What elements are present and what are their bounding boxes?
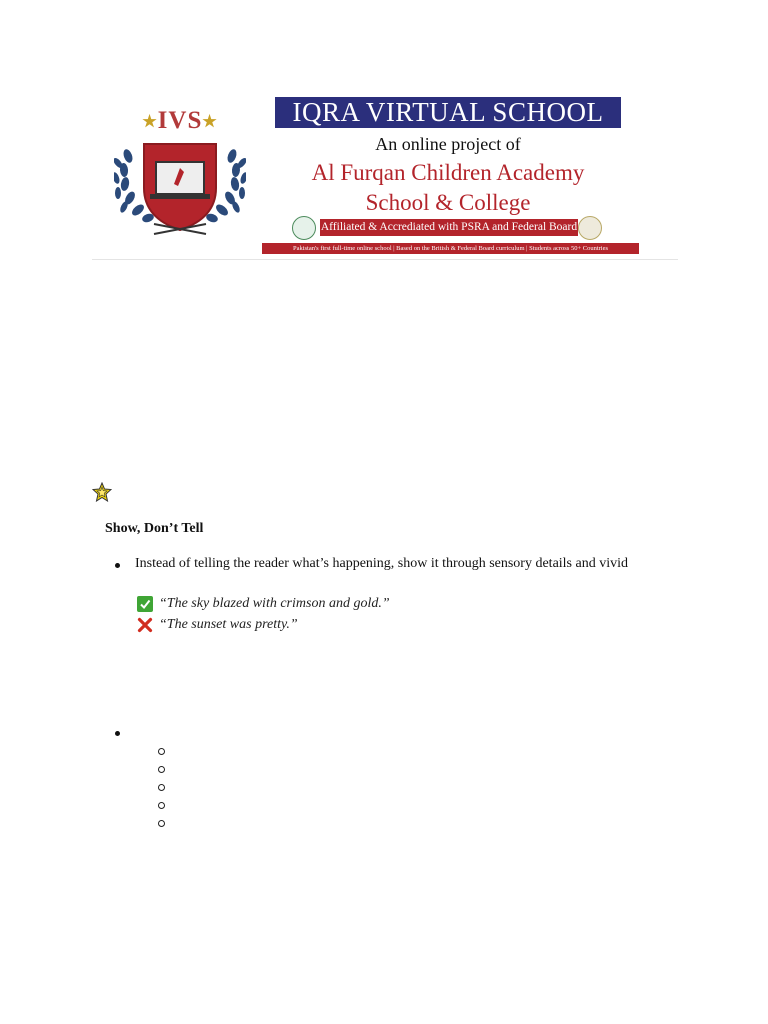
header-divider <box>92 259 678 260</box>
subtitle: An online project of <box>375 134 521 154</box>
affiliation-text: Affiliated & Accrediated with PSRA and Federal Board <box>320 219 578 236</box>
section-heading: Show, Don’t Tell <box>105 521 204 536</box>
school-title: IQRA VIRTUAL SCHOOL <box>275 97 621 128</box>
sub-bullet-icon <box>158 748 165 755</box>
laurel-shield-icon <box>114 106 246 240</box>
cross-mark-icon <box>137 617 153 633</box>
empty-bullet-icon <box>115 731 120 736</box>
good-example <box>137 595 390 613</box>
good-example-text: “The sky blazed with crimson and gold.” <box>159 596 390 611</box>
bad-example-text: “The sunset was pretty.” <box>159 617 298 632</box>
affiliation-row <box>292 216 602 240</box>
star-icon: ★ <box>202 113 218 131</box>
sparkle-icon <box>92 482 112 502</box>
college-name: School & College <box>365 190 531 215</box>
sub-bullet-icon <box>158 784 165 791</box>
tagline: Pakistan's first full-time online school | Based on the British & Federal Board curriculum | Students across 50+ Countries <box>262 243 639 254</box>
sub-bullet-icon <box>158 820 165 827</box>
sub-bullet-icon <box>158 802 165 809</box>
bad-example <box>137 616 298 634</box>
logo-text: IVS <box>157 107 203 134</box>
bullet-text: Instead of telling the reader what’s happening, show it through sensory details and vivid <box>135 556 629 571</box>
federal-board-seal-icon <box>578 216 602 240</box>
check-mark-icon <box>137 596 153 612</box>
academy-name: Al Furqan Children Academy <box>311 160 585 185</box>
psra-seal-icon <box>292 216 316 240</box>
star-icon: ★ <box>142 113 158 131</box>
school-logo <box>114 106 246 240</box>
sub-bullet-icon <box>158 766 165 773</box>
bullet-icon <box>115 563 120 568</box>
